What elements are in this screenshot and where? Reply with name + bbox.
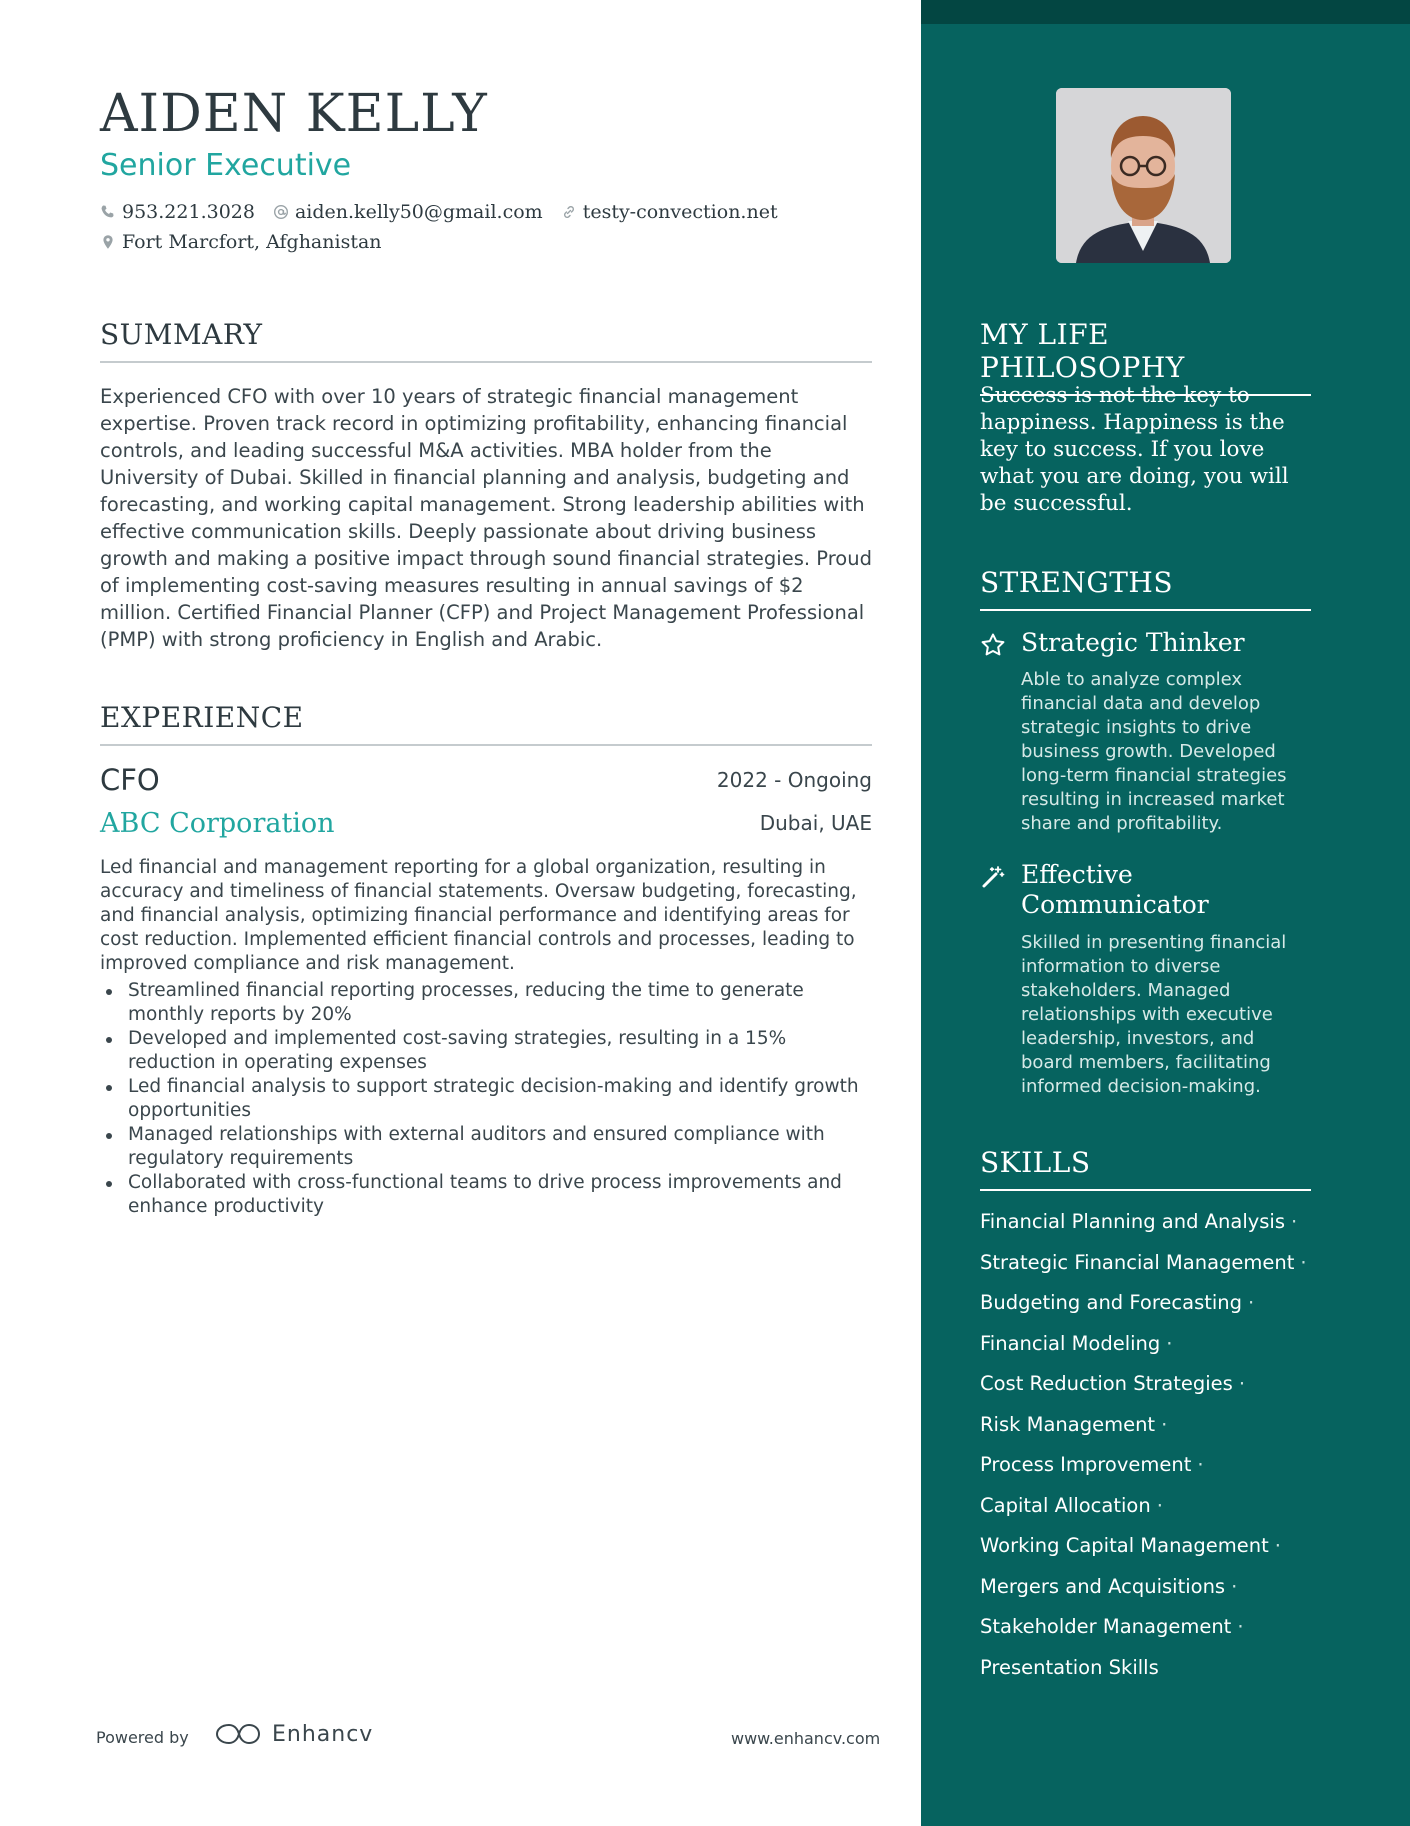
skill-item [980, 1532, 1320, 1573]
skill-item [980, 1573, 1320, 1614]
job-bullet: Led financial analysis to support strategic decision-making and identify growth opportunities [100, 1075, 872, 1123]
skill-label: Presentation Skills [980, 1655, 1159, 1679]
skill-label: Stakeholder Management [980, 1615, 1232, 1638]
skills-list [980, 1208, 1320, 1694]
job-bullet: Streamlined financial reporting processes, reducing the time to generate monthly reports by 20% [100, 979, 872, 1027]
strength-title: Effective Communicator [1021, 860, 1209, 919]
contact-phone [100, 201, 255, 223]
skill-item [980, 1249, 1320, 1290]
job-title: CFO [100, 763, 160, 797]
skill-item [980, 1330, 1320, 1371]
summary-title: SUMMARY [100, 318, 872, 363]
skill-label: Process Improvement [980, 1453, 1192, 1476]
skill-item [980, 1411, 1320, 1452]
skill-separator: · [1161, 1412, 1168, 1436]
enhancv-logo-icon [214, 1719, 264, 1749]
email-text[interactable]: aiden.kelly50@gmail.com [294, 201, 543, 223]
job-bullet-list [100, 979, 872, 1219]
skill-separator: · [1248, 1291, 1255, 1314]
skill-label: Cost Reduction Strategies [980, 1372, 1233, 1395]
contact-row-1 [100, 201, 796, 223]
strengths-title: STRENGTHS [980, 566, 1311, 611]
summary-text: Experienced CFO with over 10 years of strategic financial management expertise. Proven track record in optimizing profitability, enhancing financial controls, and leading successful M&A activities. MBA holder from the University of Dubai. Skilled in financial planning and analysis, budgeting and forecasting, and working capital management. Strong leadership abilities with effective communication skills. Deeply passionate about driving business growth and making a positive impact through sound financial strategies. Proud of implementing cost-saving measures resulting in annual savings of $2 million. Certified Financial Planner (CFP) and Project Management Professional (PMP) with strong proficiency in English and Arabic. [100, 385, 872, 651]
skill-label: Financial Modeling [980, 1331, 1161, 1355]
skill-separator: · [1274, 1534, 1281, 1557]
job-location: Dubai, UAE [759, 811, 872, 835]
job-bullet: Managed relationships with external auditors and ensured compliance with regulatory requirements [100, 1123, 872, 1171]
website-text[interactable]: testy-convection.net [582, 201, 778, 223]
job-dates: 2022 - Ongoing [716, 768, 872, 792]
profile-photo [1056, 88, 1231, 263]
phone-text: 953.221.3028 [122, 201, 255, 223]
skill-item [980, 1289, 1320, 1330]
strength-title: Strategic Thinker [1021, 628, 1245, 657]
strength-description: Skilled in presenting financial information to diverse stakeholders. Managed relationships with executive leadership, investors, and board members, facilitating informed decision-making. [1021, 932, 1287, 1097]
at-sign-icon [273, 204, 289, 220]
skill-item [980, 1208, 1320, 1249]
candidate-name: AIDEN KELLY [100, 84, 488, 144]
contact-location [100, 231, 382, 253]
contact-row-2 [100, 231, 400, 253]
skill-item [980, 1492, 1320, 1533]
job-bullet: Collaborated with cross-functional teams to drive process improvements and enhance productivity [100, 1171, 872, 1219]
skill-label: Working Capital Management [980, 1534, 1269, 1557]
skill-separator: · [1197, 1453, 1204, 1476]
skill-label: Capital Allocation [980, 1493, 1151, 1517]
skill-separator: · [1291, 1210, 1298, 1233]
footer-url[interactable]: www.enhancv.com [731, 1729, 881, 1748]
skill-item [980, 1451, 1320, 1492]
skill-separator: · [1231, 1574, 1238, 1598]
philosophy-text: Success is not the key to happiness. Happiness is the key to success. If you love what you are doing, you will be successful. [980, 383, 1289, 516]
job-description: Led financial and management reporting for a global organization, resulting in accuracy and timeliness of financial statements. Oversaw budgeting, forecasting, and financial analysis, optimizing financial performance and identifying areas for cost reduction. Implemented efficient financial controls and processes, leading to improved compliance and risk management. [100, 857, 857, 974]
skill-label: Financial Planning and Analysis [980, 1210, 1286, 1233]
magic-wand-icon [980, 864, 1006, 890]
sidebar [921, 0, 1410, 1826]
skill-separator: · [1300, 1250, 1307, 1274]
skills-title: SKILLS [980, 1146, 1311, 1191]
powered-by-text: Powered by [96, 1728, 189, 1747]
strength-description: Able to analyze complex financial data and develop strategic insights to drive business growth. Developed long-term financial strategies resulting in increased market share and profitability. [1021, 669, 1287, 834]
skill-separator: · [1166, 1331, 1173, 1355]
skill-item [980, 1654, 1320, 1695]
skill-separator: · [1156, 1493, 1163, 1517]
philosophy-title: MY LIFE PHILOSOPHY [980, 318, 1311, 396]
candidate-role: Senior Executive [100, 148, 352, 183]
skill-item [980, 1613, 1320, 1654]
job-company: ABC Corporation [100, 808, 335, 839]
phone-icon [100, 204, 116, 220]
skill-label: Mergers and Acquisitions [980, 1574, 1226, 1598]
contact-email[interactable] [273, 201, 543, 223]
skill-separator: · [1237, 1615, 1244, 1638]
enhancv-brand-text: Enhancv [272, 1721, 374, 1747]
star-icon [980, 632, 1006, 658]
location-pin-icon [100, 234, 116, 250]
job-bullet: Developed and implemented cost-saving strategies, resulting in a 15% reduction in operating expenses [100, 1027, 872, 1075]
contact-website[interactable] [561, 201, 778, 223]
skill-label: Budgeting and Forecasting [980, 1291, 1243, 1314]
skill-item [980, 1370, 1320, 1411]
experience-title: EXPERIENCE [100, 701, 872, 746]
skill-label: Strategic Financial Management [980, 1250, 1295, 1274]
sidebar-top-bar [921, 0, 1410, 24]
skill-separator: · [1238, 1372, 1246, 1395]
skill-label: Risk Management [980, 1412, 1156, 1436]
enhancv-logo[interactable] [214, 1719, 373, 1749]
location-text: Fort Marcfort, Afghanistan [122, 231, 382, 253]
link-icon [561, 204, 577, 220]
